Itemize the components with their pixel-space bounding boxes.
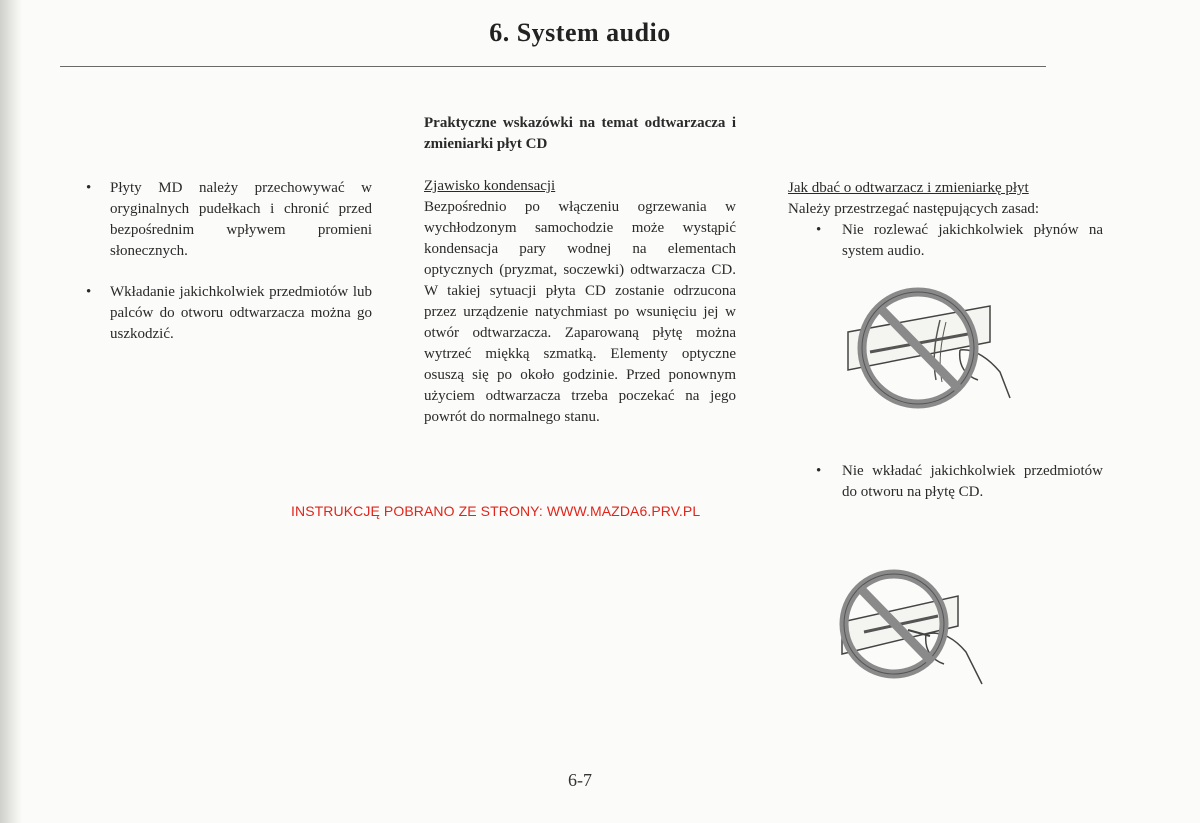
no-objects-prohibition-icon	[838, 560, 998, 700]
middle-column	[424, 113, 736, 428]
list-item	[82, 282, 372, 345]
download-source-watermark: INSTRUKCJĘ POBRANO ZE STRONY: WWW.MAZDA6.PRV.PL	[291, 503, 701, 519]
condensation-paragraph: Bezpośrednio po włączeniu ogrzewania w wychłodzonym samochodzie może wystąpić kondensacja pary wodnej na elementach optycznych (pryzmat, soczewki) odtwarzacza CD. W takiej sytuacji płyta CD zostanie odrzucona przez urządzenie natychmiast po wsunięciu jej w otwór odtwarzacza. Zaparowaną płytę można wytrzeć miękką szmatką. Elementy optyczne osuszą się po około godzinie. Przed ponownym użyciem odtwarzacza trzeba poczekać na jego powrót do normalnego stanu.	[424, 199, 736, 425]
page-edge-shadow	[0, 0, 22, 823]
bullet-text: Płyty MD należy przechowywać w oryginalnych pudełkach i chronić przed bezpośrednim wpływem promieni słonecznych.	[110, 180, 372, 259]
subheading-condensation: Zjawisko kondensacji	[424, 178, 556, 194]
title-divider	[60, 66, 1046, 67]
bullet-icon: •	[86, 284, 92, 300]
bullet-text: Wkładanie jakichkolwiek przedmiotów lub palców do otworu odtwarzacza można go uszkodzić.	[110, 284, 372, 342]
bullet-text: Nie rozlewać jakichkolwiek płynów na system audio.	[842, 222, 1103, 259]
left-column	[82, 178, 372, 365]
care-intro: Należy przestrzegać następujących zasad:	[788, 201, 1040, 217]
list-item	[82, 178, 372, 262]
bullet-icon: •	[86, 180, 92, 196]
bullet-text: Nie wkładać jakichkolwiek przedmiotów do otworu na płytę CD.	[842, 463, 1103, 500]
list-item	[788, 461, 1103, 503]
list-item	[788, 220, 1103, 262]
section-heading: Praktyczne wskazówki na temat odtwarzacza i zmieniarki płyt CD	[424, 115, 736, 152]
subheading-care: Jak dbać o odtwarzacz i zmieniarkę płyt	[788, 180, 1029, 196]
no-liquid-prohibition-icon	[840, 280, 1020, 420]
bullet-icon: •	[816, 463, 822, 479]
bullet-icon: •	[816, 222, 822, 238]
page-number: 6-7	[568, 770, 592, 790]
page-title: 6. System audio	[489, 18, 671, 47]
